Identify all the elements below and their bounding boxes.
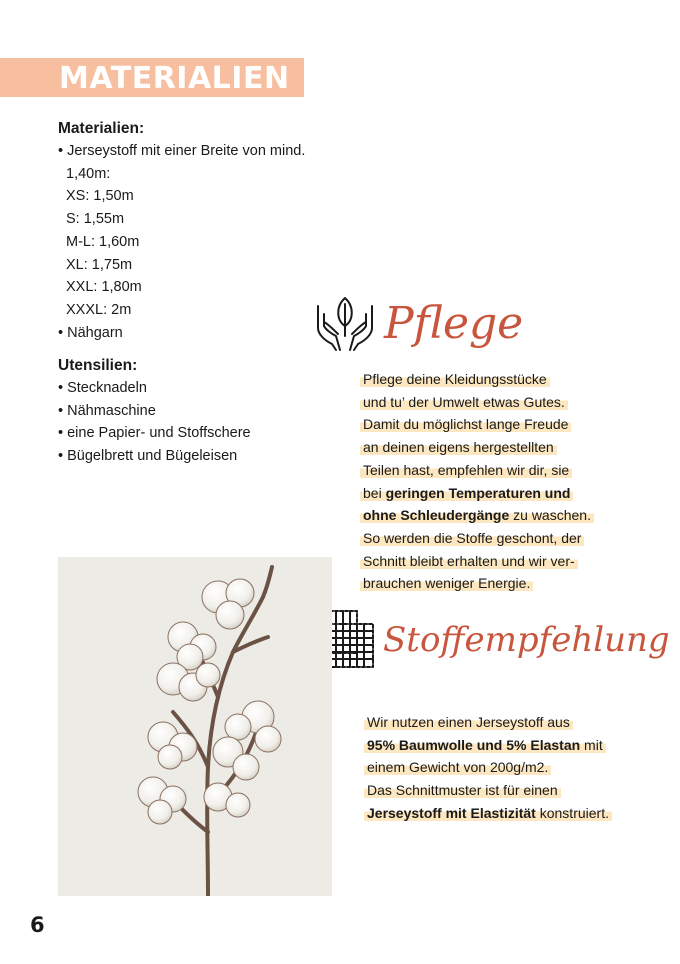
list-item: • Nähmaschine	[58, 402, 156, 419]
care-paragraph	[360, 368, 594, 595]
page-title: MATERIALIEN	[59, 61, 290, 96]
bold-text: geringen Temperaturen und	[385, 484, 571, 501]
size-item: M-L: 1,60m	[66, 233, 140, 250]
text-segment: zu waschen.	[509, 507, 591, 524]
text-segment: mit	[580, 736, 603, 753]
cotton-branch-photo	[58, 557, 332, 896]
materials-heading: Materialien:	[58, 120, 145, 137]
text-segment: bei	[363, 484, 386, 501]
page-number: 6	[30, 913, 45, 937]
text-line: Das Schnittmuster ist für einen	[364, 782, 561, 798]
hands-with-leaf-icon	[314, 292, 376, 352]
size-item: XXXL: 2m	[66, 301, 132, 318]
text-line: Damit du möglichst lange Freude	[360, 416, 571, 432]
text-line: einem Gewicht von 200g/m2.	[364, 759, 551, 775]
text-line: an deinen eigens hergestellten	[360, 439, 557, 455]
text-line	[364, 737, 606, 753]
bold-text: Jerseystoff mit Elastizität	[367, 804, 536, 821]
text-line	[360, 507, 594, 523]
bold-text: 95% Baumwolle und 5% Elastan	[367, 736, 581, 753]
text-line: Teilen hast, empfehlen wir dir, sie	[360, 462, 572, 478]
bold-text: ohne Schleudergänge	[363, 507, 510, 524]
fabric-title: Stoffempfehlung	[383, 620, 670, 660]
text-line: und tu’ der Umwelt etwas Gutes.	[360, 394, 568, 410]
tools-section	[58, 355, 251, 468]
materials-section	[58, 118, 305, 344]
tools-heading: Utensilien:	[58, 357, 138, 374]
list-item: • Stecknadeln	[58, 380, 147, 396]
list-item: • Nähgarn	[58, 324, 123, 341]
size-item: XS: 1,50m	[66, 188, 134, 205]
list-item: • eine Papier- und Stoffschere	[58, 425, 251, 442]
list-item: • Bügelbrett und Bügeleisen	[58, 448, 238, 465]
text-line: brauchen weniger Energie.	[360, 575, 533, 591]
text-segment: konstruiert.	[535, 804, 609, 821]
size-item: XL: 1,75m	[66, 256, 133, 273]
care-title: Pflege	[384, 298, 524, 349]
text-line: So werden die Stoffe geschont, der	[360, 530, 584, 546]
list-item: • Jerseystoff mit einer Breite von mind.	[58, 143, 306, 159]
size-item: XXL: 1,80m	[66, 279, 142, 296]
text-line: Pflege deine Kleidungsstücke	[360, 371, 550, 387]
text-line	[360, 485, 573, 501]
text-line: Schnitt bleibt erhalten und wir ver-	[360, 553, 578, 569]
list-item: 1,40m:	[66, 165, 111, 182]
size-item: S: 1,55m	[66, 211, 125, 228]
text-line: Wir nutzen einen Jerseystoff aus	[364, 714, 573, 730]
fabric-paragraph	[364, 711, 612, 825]
text-line	[364, 805, 612, 821]
